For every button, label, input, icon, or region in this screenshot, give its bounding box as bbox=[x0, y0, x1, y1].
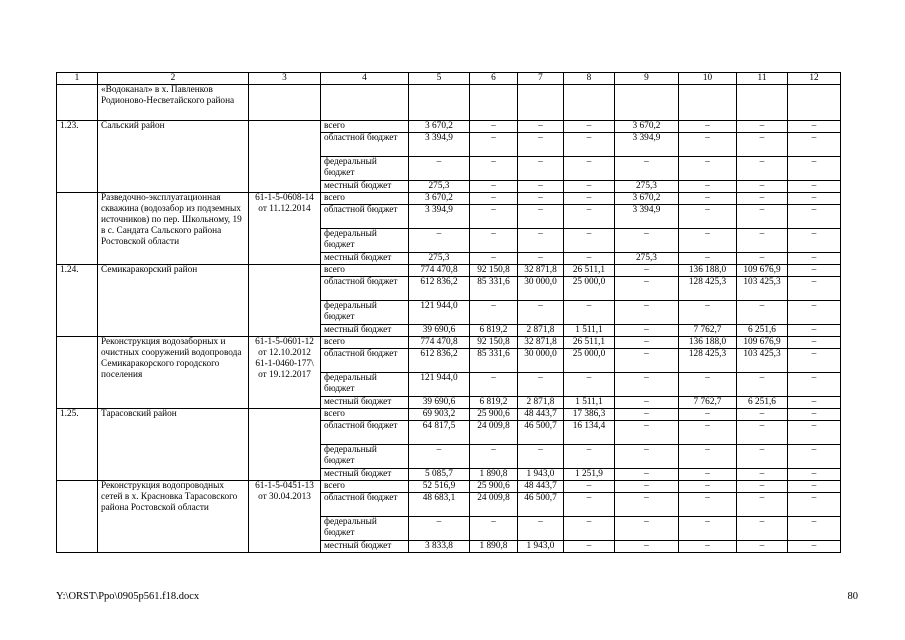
amount-cell: – bbox=[564, 445, 615, 469]
amount-cell: 24 009,8 bbox=[470, 493, 518, 517]
object-name-cell: Разведочно-эксплуатационная скважина (водозабор из подземных источников) по пер. Школьному, 19 в с. Сандата Сальского района Ростовской области bbox=[98, 193, 249, 265]
table-row bbox=[57, 481, 841, 493]
amount-cell: – bbox=[518, 193, 564, 205]
amount-cell: – bbox=[518, 229, 564, 253]
table-row bbox=[57, 121, 841, 133]
amount-cell: – bbox=[737, 253, 788, 265]
amount-cell: 1 890,8 bbox=[470, 541, 518, 553]
continuation-row bbox=[57, 85, 841, 121]
amount-cell: – bbox=[788, 133, 841, 157]
cell bbox=[57, 85, 98, 121]
amount-cell: – bbox=[788, 181, 841, 193]
amount-cell: – bbox=[470, 157, 518, 181]
amount-cell: 48 443,7 bbox=[518, 409, 564, 421]
amount-cell: 103 425,3 bbox=[737, 349, 788, 373]
amount-cell: 85 331,6 bbox=[470, 349, 518, 373]
amount-cell: 3 394,9 bbox=[615, 133, 679, 157]
amount-cell: – bbox=[788, 409, 841, 421]
amount-cell: 612 836,2 bbox=[409, 277, 470, 301]
amount-cell: 17 386,3 bbox=[564, 409, 615, 421]
amount-cell: – bbox=[615, 469, 679, 481]
amount-cell: – bbox=[737, 445, 788, 469]
amount-cell: – bbox=[615, 337, 679, 349]
funding-source-cell: областной бюджет bbox=[321, 133, 409, 157]
amount-cell: – bbox=[679, 469, 737, 481]
amount-cell: – bbox=[679, 541, 737, 553]
amount-cell: 64 817,5 bbox=[409, 421, 470, 445]
amount-cell: 128 425,3 bbox=[679, 277, 737, 301]
funding-source-cell: всего bbox=[321, 337, 409, 349]
amount-cell: – bbox=[409, 517, 470, 541]
amount-cell: – bbox=[679, 229, 737, 253]
document-cell bbox=[249, 409, 321, 481]
amount-cell: – bbox=[679, 421, 737, 445]
amount-cell: – bbox=[788, 265, 841, 277]
column-number-header bbox=[57, 73, 841, 85]
amount-cell: – bbox=[737, 493, 788, 517]
amount-cell: – bbox=[518, 517, 564, 541]
amount-cell: – bbox=[615, 325, 679, 337]
amount-cell: 109 676,9 bbox=[737, 337, 788, 349]
amount-cell: 128 425,3 bbox=[679, 349, 737, 373]
amount-cell: 46 500,7 bbox=[518, 493, 564, 517]
table-row bbox=[57, 337, 841, 349]
funding-source-cell: местный бюджет bbox=[321, 253, 409, 265]
amount-cell: – bbox=[615, 481, 679, 493]
header-cell: 7 bbox=[518, 73, 564, 85]
amount-cell: – bbox=[564, 373, 615, 397]
amount-cell: – bbox=[788, 397, 841, 409]
header-cell: 10 bbox=[679, 73, 737, 85]
amount-cell: 1 890,8 bbox=[470, 469, 518, 481]
amount-cell: – bbox=[737, 421, 788, 445]
amount-cell: 25 000,0 bbox=[564, 277, 615, 301]
amount-cell: – bbox=[470, 517, 518, 541]
amount-cell: – bbox=[470, 253, 518, 265]
amount-cell: – bbox=[564, 181, 615, 193]
amount-cell: – bbox=[788, 229, 841, 253]
amount-cell: 103 425,3 bbox=[737, 277, 788, 301]
header-cell: 9 bbox=[615, 73, 679, 85]
cell bbox=[788, 85, 841, 121]
amount-cell: 774 470,8 bbox=[409, 337, 470, 349]
amount-cell: 121 944,0 bbox=[409, 301, 470, 325]
amount-cell: – bbox=[788, 373, 841, 397]
amount-cell: – bbox=[788, 481, 841, 493]
amount-cell: 25 900,6 bbox=[470, 409, 518, 421]
funding-source-cell: федеральный бюджет bbox=[321, 301, 409, 325]
amount-cell: – bbox=[788, 253, 841, 265]
amount-cell: 774 470,8 bbox=[409, 265, 470, 277]
funding-source-cell: всего bbox=[321, 121, 409, 133]
amount-cell: – bbox=[564, 301, 615, 325]
amount-cell: – bbox=[615, 277, 679, 301]
funding-source-cell: областной бюджет bbox=[321, 277, 409, 301]
amount-cell: – bbox=[615, 517, 679, 541]
item-number-cell bbox=[57, 193, 98, 265]
table-body bbox=[57, 73, 841, 553]
amount-cell: 3 670,2 bbox=[615, 193, 679, 205]
amount-cell: 52 516,9 bbox=[409, 481, 470, 493]
amount-cell: 48 683,1 bbox=[409, 493, 470, 517]
amount-cell: – bbox=[409, 157, 470, 181]
amount-cell: – bbox=[788, 121, 841, 133]
amount-cell: – bbox=[679, 205, 737, 229]
header-cell: 6 bbox=[470, 73, 518, 85]
amount-cell: – bbox=[564, 133, 615, 157]
amount-cell: – bbox=[470, 373, 518, 397]
amount-cell: – bbox=[679, 445, 737, 469]
amount-cell: – bbox=[615, 409, 679, 421]
amount-cell: – bbox=[788, 337, 841, 349]
amount-cell: – bbox=[518, 181, 564, 193]
header-cell: 12 bbox=[788, 73, 841, 85]
amount-cell: 6 251,6 bbox=[737, 325, 788, 337]
funding-source-cell: местный бюджет bbox=[321, 181, 409, 193]
amount-cell: 26 511,1 bbox=[564, 265, 615, 277]
amount-cell: – bbox=[518, 445, 564, 469]
amount-cell: 85 331,6 bbox=[470, 277, 518, 301]
amount-cell: – bbox=[788, 205, 841, 229]
amount-cell: 3 394,9 bbox=[615, 205, 679, 229]
amount-cell: – bbox=[737, 541, 788, 553]
header-cell: 2 bbox=[98, 73, 249, 85]
object-name-cell: Реконструкция водозаборных и очистных сооружений водопровода Семикаракорского городского поселения bbox=[98, 337, 249, 409]
amount-cell: 275,3 bbox=[409, 181, 470, 193]
amount-cell: 6 819,2 bbox=[470, 397, 518, 409]
amount-cell: – bbox=[788, 421, 841, 445]
amount-cell: – bbox=[788, 469, 841, 481]
amount-cell: – bbox=[737, 517, 788, 541]
amount-cell: 26 511,1 bbox=[564, 337, 615, 349]
amount-cell: 136 188,0 bbox=[679, 337, 737, 349]
amount-cell: – bbox=[788, 157, 841, 181]
amount-cell: 136 188,0 bbox=[679, 265, 737, 277]
header-cell: 8 bbox=[564, 73, 615, 85]
amount-cell: 1 511,1 bbox=[564, 325, 615, 337]
amount-cell: 16 134,4 bbox=[564, 421, 615, 445]
amount-cell: – bbox=[615, 541, 679, 553]
amount-cell: – bbox=[518, 133, 564, 157]
amount-cell: 92 150,8 bbox=[470, 265, 518, 277]
amount-cell: 3 670,2 bbox=[409, 121, 470, 133]
table-row bbox=[57, 193, 841, 205]
funding-source-cell: всего bbox=[321, 265, 409, 277]
funding-source-cell: областной бюджет bbox=[321, 205, 409, 229]
cell bbox=[518, 85, 564, 121]
amount-cell: 24 009,8 bbox=[470, 421, 518, 445]
object-name-cell: Тарасовский район bbox=[98, 409, 249, 481]
document-cell: 61-1-5-0601-12 от 12.10.2012 61-1-0460-177\ от 19.12.2017 bbox=[249, 337, 321, 409]
header-cell: 4 bbox=[321, 73, 409, 85]
amount-cell: – bbox=[737, 193, 788, 205]
funding-source-cell: федеральный бюджет bbox=[321, 229, 409, 253]
document-cell bbox=[249, 265, 321, 337]
amount-cell: – bbox=[679, 373, 737, 397]
header-cell: 3 bbox=[249, 73, 321, 85]
item-number-cell: 1.23. bbox=[57, 121, 98, 193]
amount-cell: 39 690,6 bbox=[409, 397, 470, 409]
amount-cell: – bbox=[679, 301, 737, 325]
cell bbox=[737, 85, 788, 121]
amount-cell: 1 943,0 bbox=[518, 469, 564, 481]
amount-cell: – bbox=[615, 265, 679, 277]
amount-cell: 30 000,0 bbox=[518, 277, 564, 301]
amount-cell: – bbox=[679, 133, 737, 157]
amount-cell: 3 670,2 bbox=[409, 193, 470, 205]
budget-table bbox=[56, 72, 841, 553]
table-row bbox=[57, 409, 841, 421]
cell bbox=[470, 85, 518, 121]
amount-cell: – bbox=[564, 541, 615, 553]
amount-cell: – bbox=[518, 253, 564, 265]
amount-cell: 275,3 bbox=[615, 253, 679, 265]
amount-cell: – bbox=[679, 517, 737, 541]
amount-cell: – bbox=[518, 373, 564, 397]
amount-cell: – bbox=[564, 481, 615, 493]
amount-cell: 121 944,0 bbox=[409, 373, 470, 397]
amount-cell: – bbox=[409, 229, 470, 253]
amount-cell: 3 394,9 bbox=[409, 205, 470, 229]
item-number-cell: 1.24. bbox=[57, 265, 98, 337]
amount-cell: – bbox=[470, 301, 518, 325]
amount-cell: 612 836,2 bbox=[409, 349, 470, 373]
amount-cell: 1 511,1 bbox=[564, 397, 615, 409]
item-number-cell bbox=[57, 481, 98, 553]
amount-cell: – bbox=[615, 373, 679, 397]
amount-cell: 109 676,9 bbox=[737, 265, 788, 277]
amount-cell: – bbox=[679, 181, 737, 193]
funding-source-cell: федеральный бюджет bbox=[321, 517, 409, 541]
amount-cell: – bbox=[470, 193, 518, 205]
amount-cell: – bbox=[615, 421, 679, 445]
amount-cell: – bbox=[679, 481, 737, 493]
amount-cell: – bbox=[737, 301, 788, 325]
funding-source-cell: областной бюджет bbox=[321, 421, 409, 445]
amount-cell: – bbox=[737, 181, 788, 193]
amount-cell: 48 443,7 bbox=[518, 481, 564, 493]
amount-cell: 25 900,6 bbox=[470, 481, 518, 493]
amount-cell: – bbox=[518, 301, 564, 325]
amount-cell: – bbox=[615, 157, 679, 181]
cell bbox=[564, 85, 615, 121]
funding-source-cell: областной бюджет bbox=[321, 493, 409, 517]
funding-source-cell: федеральный бюджет bbox=[321, 445, 409, 469]
amount-cell: – bbox=[615, 301, 679, 325]
amount-cell: 3 833,8 bbox=[409, 541, 470, 553]
amount-cell: – bbox=[788, 325, 841, 337]
amount-cell: – bbox=[615, 349, 679, 373]
amount-cell: – bbox=[788, 277, 841, 301]
amount-cell: – bbox=[518, 205, 564, 229]
amount-cell: 7 762,7 bbox=[679, 397, 737, 409]
amount-cell: – bbox=[737, 205, 788, 229]
amount-cell: – bbox=[737, 133, 788, 157]
amount-cell: – bbox=[679, 193, 737, 205]
cell bbox=[615, 85, 679, 121]
amount-cell: – bbox=[679, 493, 737, 517]
amount-cell: – bbox=[788, 349, 841, 373]
cell bbox=[679, 85, 737, 121]
funding-source-cell: местный бюджет bbox=[321, 397, 409, 409]
amount-cell: – bbox=[788, 517, 841, 541]
amount-cell: 30 000,0 bbox=[518, 349, 564, 373]
amount-cell: – bbox=[564, 121, 615, 133]
document-cell bbox=[249, 121, 321, 193]
amount-cell: – bbox=[518, 121, 564, 133]
item-number-cell bbox=[57, 337, 98, 409]
amount-cell: 46 500,7 bbox=[518, 421, 564, 445]
amount-cell: – bbox=[737, 469, 788, 481]
amount-cell: – bbox=[564, 253, 615, 265]
amount-cell: – bbox=[737, 373, 788, 397]
amount-cell: – bbox=[737, 121, 788, 133]
amount-cell: 275,3 bbox=[615, 181, 679, 193]
amount-cell: – bbox=[737, 481, 788, 493]
amount-cell: – bbox=[564, 193, 615, 205]
amount-cell: 3 394,9 bbox=[409, 133, 470, 157]
amount-cell: 275,3 bbox=[409, 253, 470, 265]
funding-source-cell: всего bbox=[321, 481, 409, 493]
amount-cell: 6 819,2 bbox=[470, 325, 518, 337]
amount-cell: – bbox=[615, 445, 679, 469]
amount-cell: – bbox=[470, 133, 518, 157]
amount-cell: – bbox=[737, 157, 788, 181]
amount-cell: – bbox=[470, 181, 518, 193]
header-cell: 5 bbox=[409, 73, 470, 85]
funding-source-cell: федеральный бюджет bbox=[321, 373, 409, 397]
footer-page-number: 80 bbox=[847, 591, 858, 602]
amount-cell: 25 000,0 bbox=[564, 349, 615, 373]
amount-cell: 3 670,2 bbox=[615, 121, 679, 133]
table-row bbox=[57, 265, 841, 277]
amount-cell: – bbox=[615, 229, 679, 253]
funding-source-cell: местный бюджет bbox=[321, 469, 409, 481]
funding-source-cell: всего bbox=[321, 409, 409, 421]
funding-source-cell: всего bbox=[321, 193, 409, 205]
amount-cell: 1 943,0 bbox=[518, 541, 564, 553]
object-name-cell: Реконструкция водопроводных сетей в х. Красновка Тарасовского района Ростовской области bbox=[98, 481, 249, 553]
funding-source-cell: местный бюджет bbox=[321, 325, 409, 337]
amount-cell: – bbox=[615, 493, 679, 517]
amount-cell: 2 871,8 bbox=[518, 397, 564, 409]
amount-cell: – bbox=[788, 193, 841, 205]
amount-cell: 92 150,8 bbox=[470, 337, 518, 349]
amount-cell: – bbox=[679, 253, 737, 265]
amount-cell: – bbox=[737, 409, 788, 421]
amount-cell: – bbox=[518, 157, 564, 181]
amount-cell: – bbox=[788, 541, 841, 553]
amount-cell: – bbox=[615, 397, 679, 409]
object-name-cell: Семикаракорский район bbox=[98, 265, 249, 337]
amount-cell: 5 085,7 bbox=[409, 469, 470, 481]
document-cell: 61-1-5-0451-13 от 30.04.2013 bbox=[249, 481, 321, 553]
amount-cell: – bbox=[470, 205, 518, 229]
amount-cell: 2 871,8 bbox=[518, 325, 564, 337]
amount-cell: – bbox=[679, 157, 737, 181]
document-cell: 61-1-5-0608-14 от 11.12.2014 bbox=[249, 193, 321, 265]
amount-cell: 69 903,2 bbox=[409, 409, 470, 421]
cell bbox=[249, 85, 321, 121]
amount-cell: – bbox=[679, 121, 737, 133]
cell bbox=[321, 85, 409, 121]
amount-cell: 7 762,7 bbox=[679, 325, 737, 337]
amount-cell: 6 251,6 bbox=[737, 397, 788, 409]
amount-cell: 1 251,9 bbox=[564, 469, 615, 481]
amount-cell: – bbox=[788, 301, 841, 325]
amount-cell: – bbox=[409, 445, 470, 469]
funding-source-cell: федеральный бюджет bbox=[321, 157, 409, 181]
amount-cell: – bbox=[564, 517, 615, 541]
amount-cell: – bbox=[470, 445, 518, 469]
amount-cell: – bbox=[564, 205, 615, 229]
amount-cell: – bbox=[564, 229, 615, 253]
amount-cell: – bbox=[737, 229, 788, 253]
item-number-cell: 1.25. bbox=[57, 409, 98, 481]
cell bbox=[409, 85, 470, 121]
amount-cell: 32 871,8 bbox=[518, 265, 564, 277]
header-cell: 11 bbox=[737, 73, 788, 85]
object-name-cell: «Водоканал» в х. Павленков Родионово-Несветайского района bbox=[98, 85, 249, 121]
footer-file-path: Y:\ORST\Ppo\0905p561.f18.docx bbox=[56, 591, 200, 602]
object-name-cell: Сальский район bbox=[98, 121, 249, 193]
amount-cell: 32 871,8 bbox=[518, 337, 564, 349]
amount-cell: – bbox=[788, 445, 841, 469]
amount-cell: – bbox=[679, 409, 737, 421]
amount-cell: 39 690,6 bbox=[409, 325, 470, 337]
amount-cell: – bbox=[470, 121, 518, 133]
funding-source-cell: областной бюджет bbox=[321, 349, 409, 373]
amount-cell: – bbox=[788, 493, 841, 517]
amount-cell: – bbox=[564, 493, 615, 517]
amount-cell: – bbox=[470, 229, 518, 253]
funding-source-cell: местный бюджет bbox=[321, 541, 409, 553]
header-cell: 1 bbox=[57, 73, 98, 85]
amount-cell: – bbox=[564, 157, 615, 181]
